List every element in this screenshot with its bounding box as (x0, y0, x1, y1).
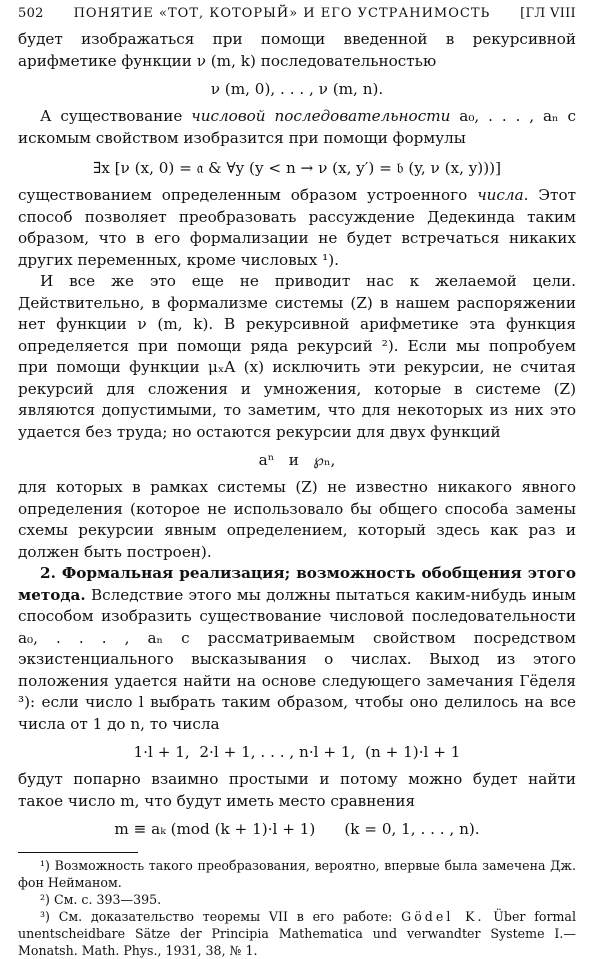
paragraph-6-text: Вследствие этого мы должны пытаться каким-нибудь иным способом изобразить существование числовой последовательности a₀, . . . , aₙ с рассматриваемым свойством посредством экзистенциального высказывания о числах. Выход из этого положения удается найти на основе следующего замечания Гёделя ³): если число l выбрать таким образом, чтобы оно делилось на все числа от 1 до n, то числа (18, 585, 576, 733)
paragraph-2-text-a: А существование (40, 107, 192, 125)
footnote-1: ¹) Возможность такого преобразования, вероятно, впервые была замечена Дж. фон Нейманом. (18, 858, 576, 890)
formula-congruence: m ≡ aₖ (mod (k + 1)·l + 1) (k = 0, 1, . . . , n). (114, 820, 480, 838)
running-header (18, 6, 576, 21)
paragraph-4: И все же это еще не приводит нас к желаемой цели. Действительно, в формализме системы (Z) в нашем распоряжении нет функции ν (m, k). В рекурсивной арифметике эта функция определяется при помощи ряда рекурсий ²). Если мы попробуем при помощи функции μₓA (x) исключить эти рекурсии, не считая рекурсий для сложения и умножения, которые в системе (Z) являются допустимыми, то заметим, что для некоторых из них это удается без труда; но остаются рекурсии для двух функций (18, 272, 576, 441)
footnote-3-text-b: Über formal unentscheidbare Sätze der Principia Mathematica und verwandter Systeme I.— Monatsh. Math. Phys., 1931, 38, № 1. (18, 909, 576, 958)
paragraph-3-text-b: . Этот способ позволяет преобразовать рассуждение Дедекинда таким образом, что в его формализации не будет встречаться никаких других переменных, кроме числовых ¹). (18, 186, 576, 269)
footnote-divider (18, 852, 138, 853)
formula-numbers: 1·l + 1, 2·l + 1, . . . , n·l + 1, (n + 1)·l + 1 (133, 743, 461, 761)
section-heading: 2. Формальная реализация; возможность обобщения этого метода. (18, 564, 576, 604)
footnote-3-author: Gödel K. (401, 909, 485, 924)
formula-existence: ∃x [ν (x, 0) = 𝔞 & ∀y (y < n → ν (x, y′) = 𝔟 (y, ν (x, y)))] (92, 159, 502, 177)
chapter-label: [ГЛ VIII (520, 6, 576, 21)
paragraph-3 (18, 185, 576, 271)
paragraph-3-text-a: существованием определенным образом устроенного (18, 186, 478, 204)
running-title: ПОНЯТИЕ «ТОТ, КОТОРЫЙ» И ЕГО УСТРАНИМОСТЬ (73, 6, 491, 21)
paragraph-6 (18, 563, 576, 735)
book-page (18, 6, 576, 959)
paragraph-5: для которых в рамках системы (Z) не известно никакого явного определения (которое не использовало бы общего способа замены схемы рекурсии явным определением, который здесь как раз и должен быть построен). (18, 478, 576, 561)
paragraph-7: будут попарно взаимно простыми и потому можно будет найти такое число m, что будут иметь место сравнения (18, 770, 576, 810)
paragraph-2-text-b: a₀, . . . , aₙ с искомым свойством изобразится при помощи формулы (18, 107, 576, 147)
footnote-2: ²) См. с. 393—395. (40, 892, 162, 907)
footnote-3-text-a: ³) См. доказательство теоремы VII в его работе: (40, 909, 402, 924)
paragraph-1: будет изображаться при помощи введенной в рекурсивной арифметике функции ν (m, k) последовательностью (18, 30, 576, 70)
paragraph-2-italic: числовой последовательности (191, 107, 451, 125)
footnote-3 (18, 908, 576, 959)
formula-functions: aⁿ и ℘ₙ, (258, 451, 336, 469)
paragraph-3-italic: числа (477, 186, 524, 204)
paragraph-2 (18, 106, 576, 149)
formula-sequence: ν (m, 0), . . . , ν (m, n). (210, 80, 384, 98)
page-number: 502 (18, 6, 44, 21)
